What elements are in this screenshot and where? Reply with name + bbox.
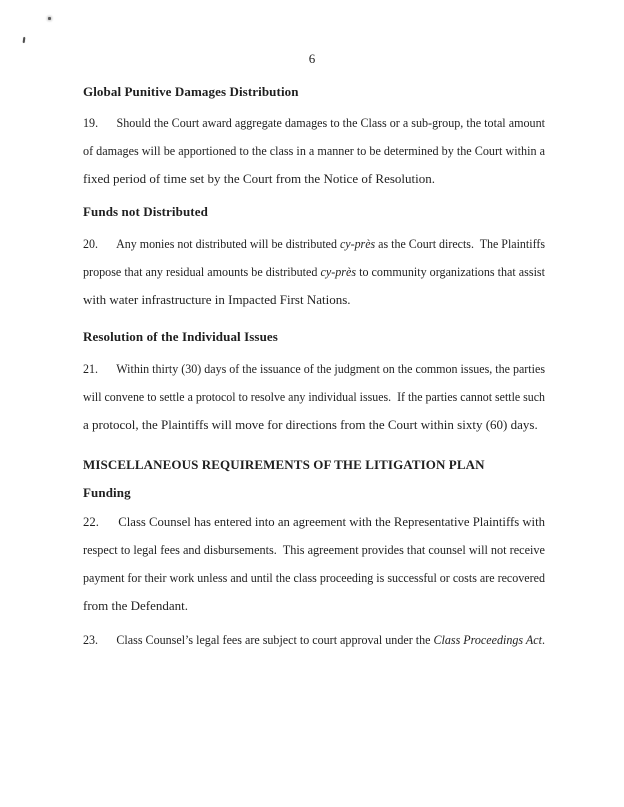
text-line xyxy=(83,165,545,193)
text-segment: with water infrastructure in Impacted First Nations. xyxy=(83,292,351,307)
numbered-paragraph xyxy=(83,508,545,620)
paragraph-number: 23. xyxy=(83,632,99,647)
text-line xyxy=(83,383,545,411)
line-content xyxy=(83,479,131,507)
text-segment: payment for their work unless and until the class proceeding is successful or costs are recovered xyxy=(83,570,545,585)
line-content xyxy=(83,258,545,286)
section-heading xyxy=(83,479,545,507)
line-content xyxy=(83,383,545,411)
text-line xyxy=(83,230,545,258)
text-line xyxy=(83,109,545,137)
text-segment: Class Counsel’s legal fees are subject to court approval under the xyxy=(116,632,434,647)
line-content xyxy=(83,451,485,479)
numbered-paragraph xyxy=(83,355,545,439)
line-content xyxy=(83,323,278,351)
text-segment: Global Punitive Damages Distribution xyxy=(83,84,299,99)
text-segment: Resolution of the Individual Issues xyxy=(83,329,278,344)
italic-text: cy-près xyxy=(339,236,376,251)
text-segment: Any monies not distributed will be distributed xyxy=(116,236,340,251)
line-content xyxy=(83,230,545,258)
section-heading xyxy=(83,78,545,106)
text-segment: to community organizations that assist xyxy=(356,264,545,279)
italic-text: Class Proceedings Act xyxy=(433,632,542,647)
text-segment: Funds not Distributed xyxy=(83,204,208,219)
line-content xyxy=(83,355,545,383)
text-line xyxy=(83,626,545,654)
heading-line xyxy=(83,198,545,226)
text-line xyxy=(83,355,545,383)
line-content xyxy=(83,508,545,536)
line-content xyxy=(83,109,545,137)
text-segment: propose that any residual amounts be distributed xyxy=(83,264,321,279)
text-line xyxy=(83,137,545,165)
text-segment: Within thirty (30) days of the issuance of the judgment on the common issues, the parties xyxy=(116,361,545,376)
line-content xyxy=(83,165,435,193)
document-body xyxy=(83,78,545,654)
paragraph-number: 22. xyxy=(83,514,99,529)
line-content xyxy=(83,286,351,314)
text-segment: will convene to settle a protocol to resolve any individual issues. If the parties cannot settle such xyxy=(83,389,545,404)
text-segment: fixed period of time set by the Court from the Notice of Resolution. xyxy=(83,171,436,186)
heading-line xyxy=(83,451,545,479)
text-line xyxy=(83,592,545,620)
line-content xyxy=(83,626,545,654)
section-heading xyxy=(83,323,545,351)
line-content xyxy=(83,78,299,106)
text-segment: Class Counsel has entered into an agreement with the Representative Plaintiffs with xyxy=(118,514,546,529)
italic-text: cy-près xyxy=(320,264,357,279)
text-line xyxy=(83,536,545,564)
heading-line xyxy=(83,323,545,351)
numbered-paragraph xyxy=(83,626,545,654)
text-line xyxy=(83,286,545,314)
heading-line xyxy=(83,78,545,106)
line-content xyxy=(83,137,545,165)
text-segment: Funding xyxy=(83,485,131,500)
numbered-paragraph xyxy=(83,109,545,193)
line-content xyxy=(83,198,208,226)
paragraph-number: 21. xyxy=(83,361,99,376)
text-line xyxy=(83,258,545,286)
text-line xyxy=(83,508,545,536)
line-content xyxy=(83,564,545,592)
text-line xyxy=(83,564,545,592)
ink-speck xyxy=(48,17,51,20)
paragraph-number: 19. xyxy=(83,115,99,130)
text-segment: a protocol, the Plaintiffs will move for directions from the Court within sixty (60) days. xyxy=(83,417,538,432)
text-line xyxy=(83,411,545,439)
text-segment: from the Defendant. xyxy=(83,598,189,613)
text-segment: as the Court directs. The Plaintiffs xyxy=(375,236,545,251)
section-heading xyxy=(83,198,545,226)
section-heading xyxy=(83,451,545,479)
line-content xyxy=(83,592,188,620)
heading-line xyxy=(83,479,545,507)
line-content xyxy=(83,536,545,564)
numbered-paragraph xyxy=(83,230,545,314)
paragraph-number: 20. xyxy=(83,236,98,251)
line-content xyxy=(83,411,538,439)
text-segment: . xyxy=(541,632,545,647)
page-number: 6 xyxy=(308,51,316,66)
text-segment: Should the Court award aggregate damages to the Class or a sub-group, the total amount xyxy=(116,115,545,130)
text-segment: respect to legal fees and disbursements. This agreement provides that counsel will not receive xyxy=(83,542,545,557)
text-segment: MISCELLANEOUS REQUIREMENTS OF THE LITIGATION PLAN xyxy=(83,457,485,472)
text-segment: of damages will be apportioned to the class in a manner to be determined by the Court within a xyxy=(83,143,545,158)
